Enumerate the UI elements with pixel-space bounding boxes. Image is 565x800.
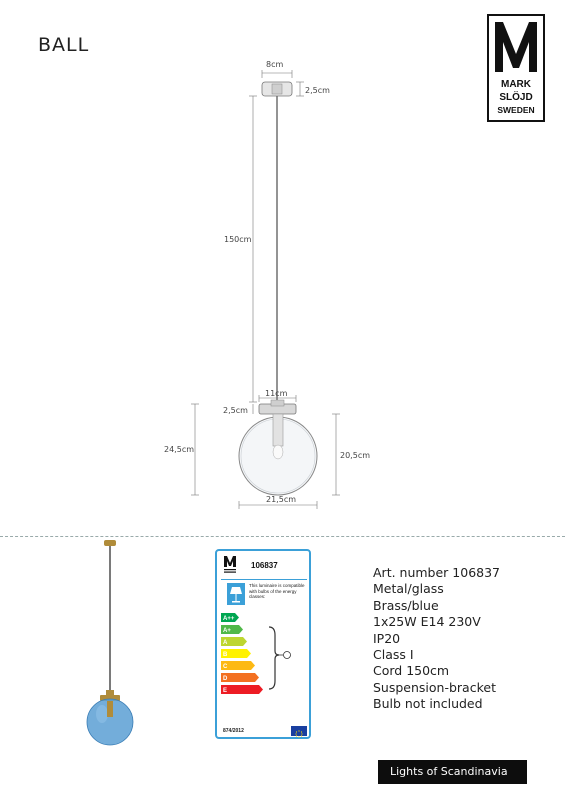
footer-banner	[378, 760, 527, 784]
mark-logo-small	[223, 555, 237, 575]
dim-canopy-height: 2,5cm	[305, 86, 330, 95]
section-divider	[0, 536, 565, 537]
bulb-icon	[279, 652, 291, 659]
logo-line3: SWEDEN	[497, 105, 535, 115]
label-regulation: 874/2012	[223, 728, 244, 734]
spec-power: 1x25W E14 230V	[373, 614, 481, 630]
dim-glass-width: 21,5cm	[266, 495, 297, 504]
energy-class-d: D	[223, 676, 228, 682]
spec-ip: IP20	[373, 630, 401, 646]
label-article-number: 106837	[251, 561, 278, 570]
energy-class-ap: A+	[223, 628, 231, 634]
spec-mount: Suspension-bracket	[373, 679, 496, 695]
logo-line1: MARK	[501, 79, 531, 90]
label-compat-text: This luminaire is compatible with bulbs of the energy classes:	[249, 583, 305, 599]
spec-color: Brass/blue	[373, 597, 439, 613]
dim-total-height: 24,5cm	[164, 445, 195, 454]
dim-top-width: 11cm	[265, 389, 288, 398]
spec-class: Class I	[373, 647, 414, 663]
product-specs	[373, 565, 500, 713]
energy-class-a: A	[223, 640, 228, 646]
energy-class-scale	[221, 613, 307, 695]
energy-class-c: C	[223, 664, 228, 670]
spec-material: Metal/glass	[373, 581, 444, 597]
eu-flag-icon	[291, 726, 307, 736]
label-separator	[221, 579, 307, 580]
footer-text: Lights of Scandinavia	[390, 765, 508, 778]
energy-label	[215, 549, 311, 739]
product-photo	[80, 540, 140, 770]
energy-class-b: B	[223, 652, 228, 658]
dim-glass-height: 20,5cm	[340, 451, 371, 460]
lamp-icon	[227, 583, 245, 605]
dim-canopy-width: 8cm	[266, 60, 284, 69]
dim-top-height: 2,5cm	[223, 406, 248, 415]
dim-cord-length: 150cm	[224, 235, 252, 244]
product-title: BALL	[38, 34, 90, 56]
logo-line2: SLÖJD	[499, 92, 533, 103]
spec-article: Art. number 106837	[373, 565, 501, 580]
spec-cord: Cord 150cm	[373, 663, 450, 679]
energy-class-e: E	[223, 688, 228, 694]
energy-class-app: A++	[223, 616, 235, 622]
spec-bulb: Bulb not included	[373, 696, 483, 712]
